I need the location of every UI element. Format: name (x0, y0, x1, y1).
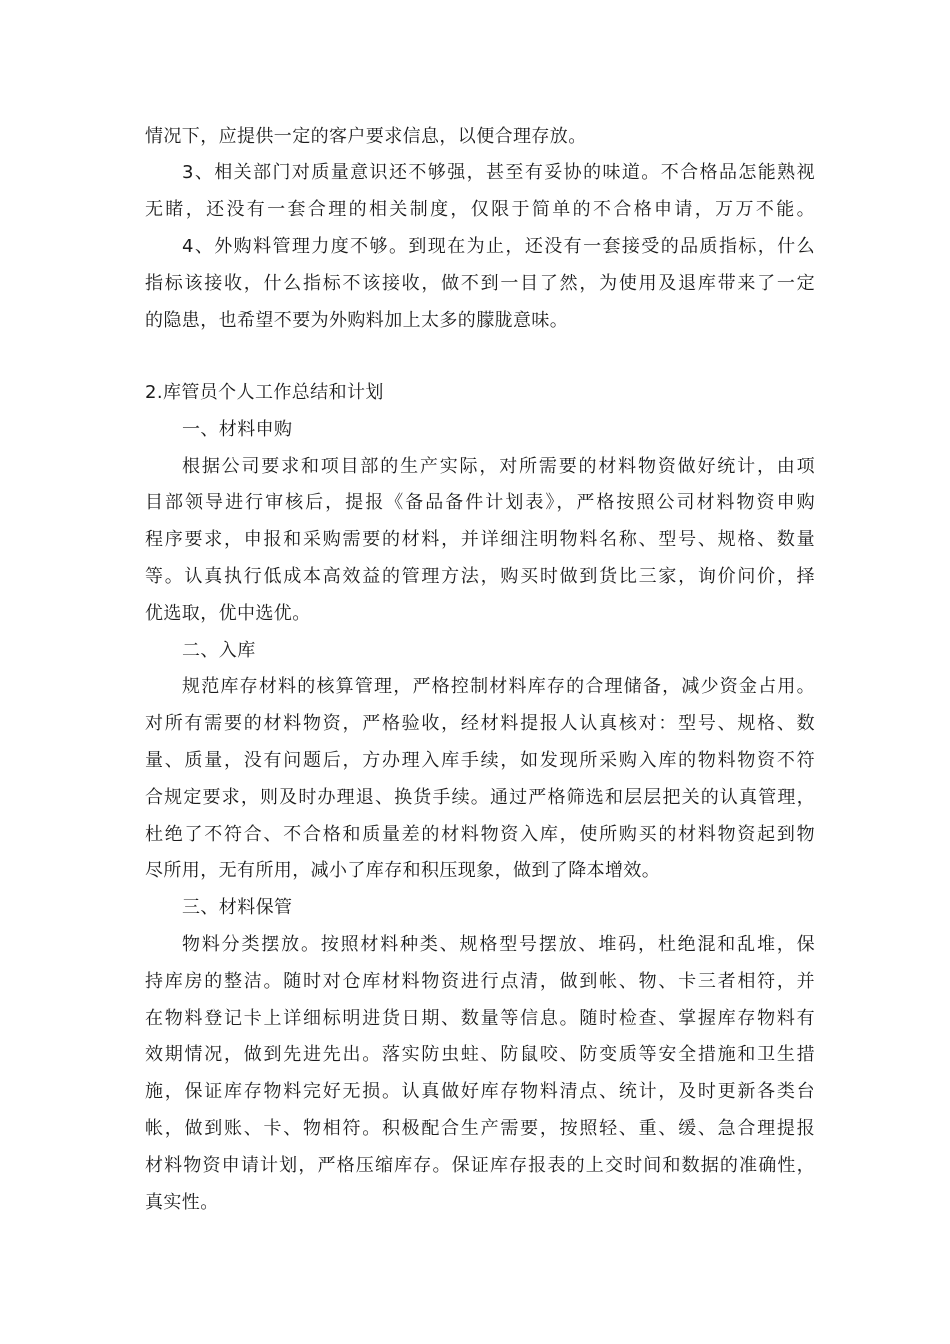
text-line: 无睹，还没有一套合理的相关制度，仅限于简单的不合格申请，万万不能。 (145, 199, 815, 220)
text-line: 持库房的整洁。随时对仓库材料物资进行点清，做到帐、物、卡三者相符，并 (145, 971, 815, 992)
text-line: 规范库存材料的核算管理，严格控制材料库存的合理储备，减少资金占用。 (182, 676, 815, 697)
text-line: 4、外购料管理力度不够。到现在为止，还没有一套接受的品质指标，什么 (182, 236, 815, 257)
section-heading: 三、材料保管 (182, 897, 293, 918)
section-heading: 二、入库 (182, 640, 256, 661)
section-title: 2.库管员个人工作总结和计划 (145, 382, 384, 403)
text-line: 对所有需要的材料物资，严格验收，经材料提报人认真核对：型号、规格、数 (145, 713, 815, 734)
text-line: 情况下，应提供一定的客户要求信息，以便合理存放。 (145, 126, 587, 147)
text-line: 的隐患，也希望不要为外购料加上太多的朦胧意味。 (145, 310, 569, 331)
text-line: 真实性。 (145, 1192, 219, 1213)
text-line: 等。认真执行低成本高效益的管理方法，购买时做到货比三家，询价问价，择 (145, 566, 815, 587)
text-line: 优选取，优中选优。 (145, 603, 311, 624)
text-line: 在物料登记卡上详细标明进货日期、数量等信息。随时检查、掌握库存物料有 (145, 1008, 815, 1029)
text-line: 帐，做到账、卡、物相符。积极配合生产需要，按照轻、重、缓、急合理提报 (145, 1118, 815, 1139)
text-line: 物料分类摆放。按照材料种类、规格型号摆放、堆码，杜绝混和乱堆，保 (182, 934, 815, 955)
text-line: 合规定要求，则及时办理退、换货手续。通过严格筛选和层层把关的认真管理， (145, 787, 815, 808)
text-line: 材料物资申请计划，严格压缩库存。保证库存报表的上交时间和数据的准确性， (145, 1155, 815, 1176)
text-line: 效期情况，做到先进先出。落实防虫蛀、防鼠咬、防变质等安全措施和卫生措 (145, 1044, 815, 1065)
text-line: 程序要求，申报和采购需要的材料，并详细注明物料名称、型号、规格、数量 (145, 529, 815, 550)
text-line: 尽所用，无有所用，减小了库存和积压现象，做到了降本增效。 (145, 860, 661, 881)
text-line: 3、相关部门对质量意识还不够强，甚至有妥协的味道。不合格品怎能熟视 (182, 162, 815, 183)
text-line: 指标该接收，什么指标不该接收，做不到一目了然，为使用及退库带来了一定 (145, 273, 815, 294)
text-line: 目部领导进行审核后，提报《备品备件计划表》，严格按照公司材料物资申购 (145, 492, 815, 513)
text-line: 施，保证库存物料完好无损。认真做好库存物料清点、统计，及时更新各类台 (145, 1081, 815, 1102)
text-line: 杜绝了不符合、不合格和质量差的材料物资入库，使所购买的材料物资起到物 (145, 824, 815, 845)
text-line: 根据公司要求和项目部的生产实际，对所需要的材料物资做好统计，由项 (182, 456, 815, 477)
text-line: 量、质量，没有问题后，方办理入库手续，如发现所采购入库的物料物资不符 (145, 750, 815, 771)
section-heading: 一、材料申购 (182, 419, 293, 440)
